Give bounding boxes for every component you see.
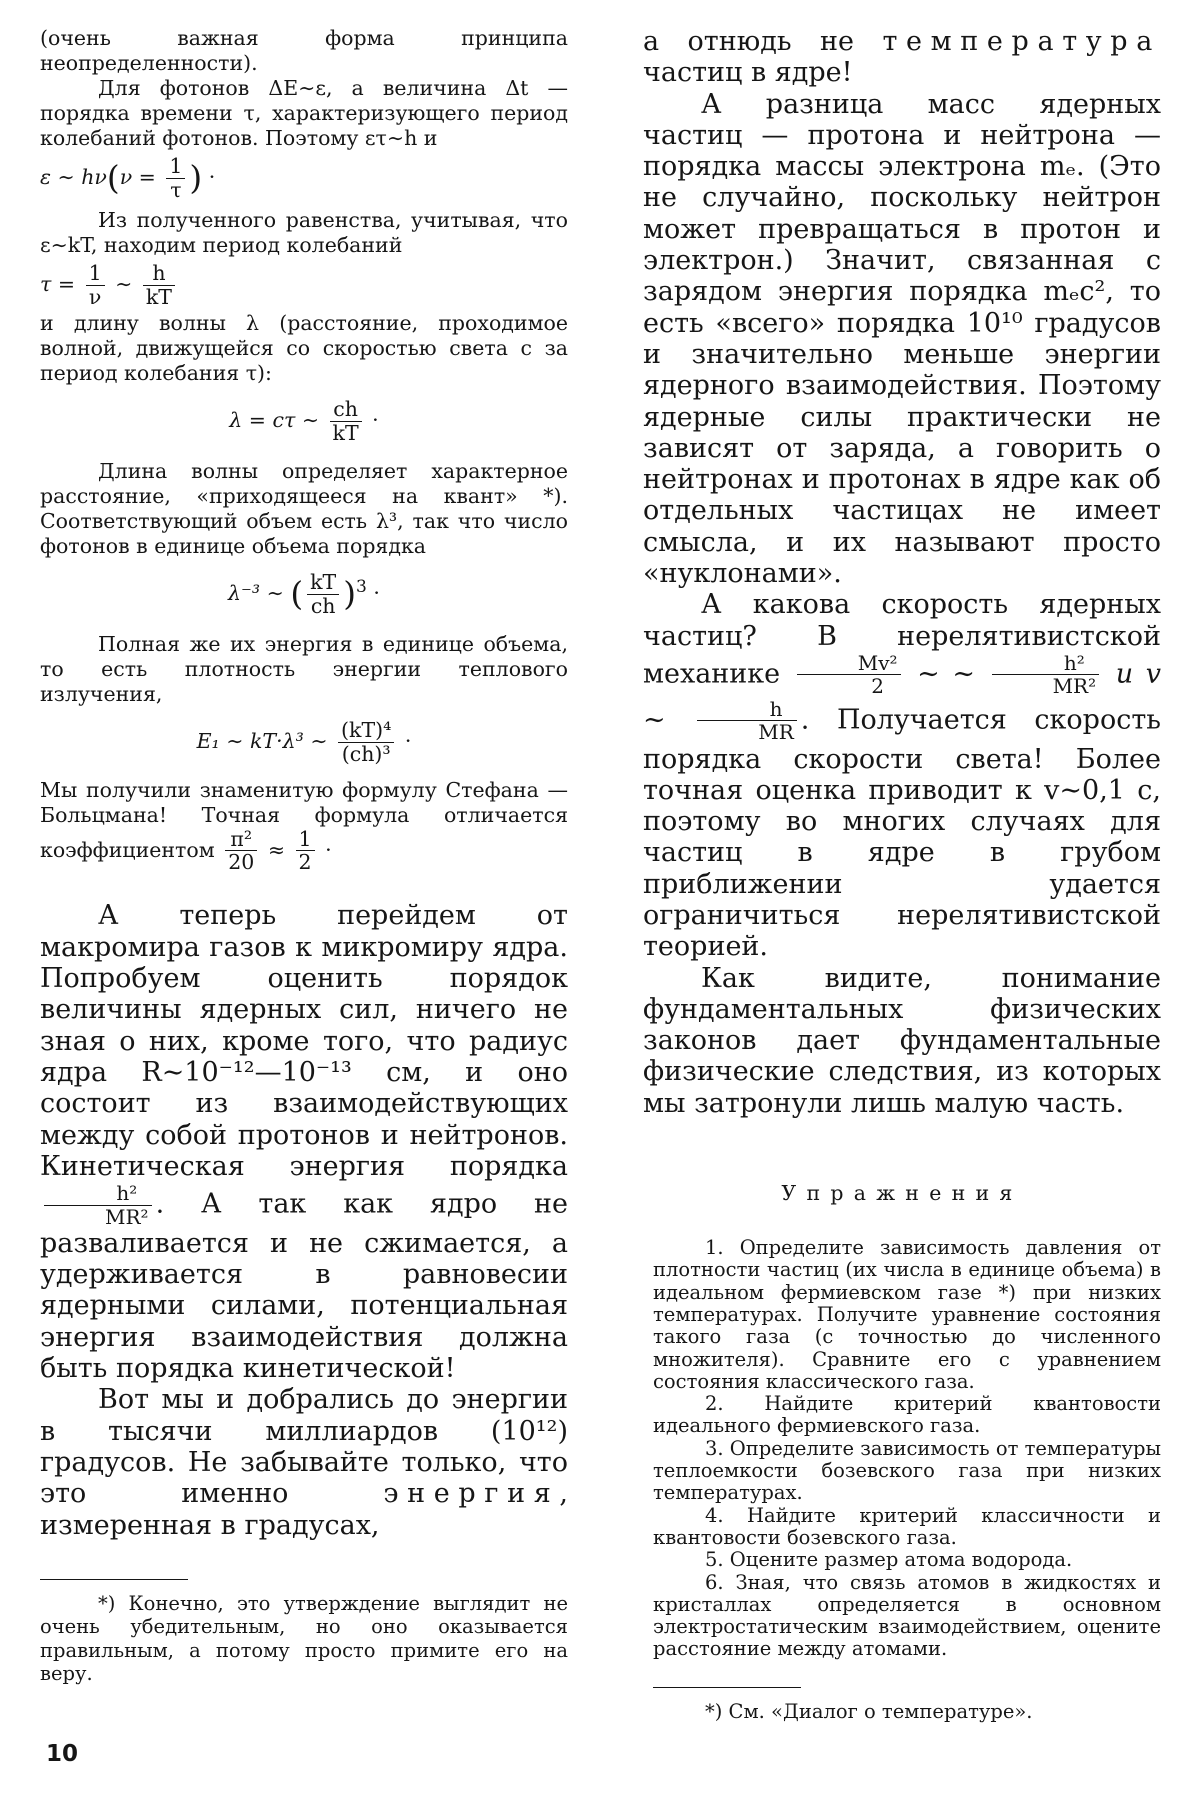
paragraph: Из полученного равенства, учитывая, что ε∼kT, находим период колебаний bbox=[40, 207, 568, 257]
exercise-item: 3. Определите зависимость от температуры теплоемкости бозевского газа при низких температурах. bbox=[653, 1436, 1161, 1505]
equation-2: τ = $\frac{1}{\nu}$ ∼ $\frac{h}{kT}$ bbox=[40, 262, 568, 309]
fraction: $\frac{1}{2}$ bbox=[296, 828, 315, 875]
page-number: 10 bbox=[46, 1741, 79, 1767]
paragraph: Для фотонов ΔE∼ε, а величина Δt — порядка времени τ, характеризующего период колебаний фотонов. Поэтому ετ∼h и bbox=[40, 76, 568, 150]
fraction: $\frac{kT}{ch}$ bbox=[307, 571, 339, 618]
footnote-rule bbox=[40, 1579, 188, 1580]
fraction: $\frac{ch}{kT}$ bbox=[330, 398, 362, 445]
fraction: $\frac{\text{π²}}{20}$ bbox=[225, 828, 257, 875]
equation-4: λ⁻³ ∼ ( $\frac{kT}{ch}$ )$^3$ · bbox=[228, 569, 380, 618]
exercise-item: 1. Определите зависимость давления от плотности частиц (их числа в единице объема) в идеальном фермиевском газе *) при низких температурах. Получите уравнение состояния такого газа (с точностью до численного множителя). Сравните его с уравнением состояния классического газа. bbox=[653, 1236, 1161, 1393]
fraction: $\frac{h}{MR}$ bbox=[697, 698, 797, 744]
section-title: Упражнения bbox=[781, 1181, 1023, 1206]
exercise-list bbox=[653, 1237, 1161, 1723]
right-column bbox=[643, 26, 1161, 1723]
paragraph: Вот мы и добрались до энергии в тысячи миллиардов (10¹²) градусов. Не забывайте только, что это именно энергия, измеренная в градусах, bbox=[40, 1384, 568, 1541]
spaced-word: энергия bbox=[383, 1478, 560, 1510]
paragraph: А какова скорость ядерных частиц? В нерелятивистской механике $\frac{\text{Mv²}}{2}$ ∼ ∼ $\frac{\text{h²}}{\text{MR²}}$ и v ∼ $\frac{h}{MR}$ . Получается скорость порядка скорости света! Более точная оценка приводит к v∼0,1 c, поэтому во многих случаях для частиц в ядре в грубом приближении удается ограничиться нерелятивистской теорией. bbox=[643, 589, 1161, 963]
fraction: $\frac{\text{h²}}{\text{MR²}}$ bbox=[44, 1182, 152, 1228]
equation-1: ε ∼ hν(ν = $\frac{1}{\tau}$ ) · bbox=[40, 154, 216, 202]
exercise-item: 6. Зная, что связь атомов в жидкостях и кристаллах определяется в основном электростатическим взаимодействием, оцените расстояние между атомами. bbox=[653, 1570, 1161, 1661]
paragraph: (очень важная форма принципа неопределенности). bbox=[40, 26, 568, 75]
fraction: $\frac{1}{\tau}$ bbox=[166, 155, 185, 202]
paragraph: А теперь перейдем от макромира газов к микромиру ядра. Попробуем оценить порядок величины ядерных сил, ничего не зная о них, кроме того, что радиус ядра R∼10⁻¹²—10⁻¹³ см, и оно состоит из взаимодействующих между собой протонов и нейтронов. Кинетическая энергия порядка $\frac{\text{h²}}{\text{MR²}}$ . А так как ядро не разваливается и не сжимается, а удерживается в равновесии ядерными силами, потенциальная энергия взаимодействия должна быть порядка кинетической! bbox=[40, 900, 568, 1385]
paragraph: а отнюдь не температура частиц в ядре! bbox=[643, 26, 1161, 89]
exercise-item: 4. Найдите критерий классичности и квантовости бозевского газа. bbox=[653, 1503, 1161, 1549]
paragraph: Как видите, понимание фундаментальных физических законов дает фундаментальные физические следствия, из которых мы затронули лишь малую часть. bbox=[643, 962, 1161, 1119]
footnote: *) См. «Диалог о температуре». bbox=[705, 1699, 1033, 1723]
eq-inner: ν = bbox=[119, 164, 156, 189]
eq-lead: ε ∼ hν bbox=[40, 164, 107, 189]
exercise-item: 5. Оцените размер атома водорода. bbox=[705, 1548, 1073, 1572]
paragraph: Мы получили знаменитую формулу Стефана — Больцмана! Точная формула отличается коэффициентом $\frac{\text{π²}}{20}$ ≈ $\frac{1}{2}$ · bbox=[40, 777, 568, 875]
fraction: $\frac{1}{\nu}$ bbox=[86, 262, 105, 309]
paragraph: Длина волны определяет характерное расстояние, «приходящееся на квант» *). Соответствующий объем есть λ³, так что число фотонов в единице объема порядка bbox=[40, 458, 568, 558]
fraction: $\frac{h}{kT}$ bbox=[143, 262, 175, 309]
spaced-word: температура bbox=[882, 26, 1161, 57]
fraction: $\frac{\text{h²}}{\text{MR²}}$ bbox=[992, 652, 1100, 698]
exercise-item: 2. Найдите критерий квантовости идеального фермиевского газа. bbox=[653, 1392, 1161, 1438]
footnote-rule bbox=[653, 1687, 801, 1688]
footnote: *) Конечно, это утверждение выглядит не очень убедительным, но оно оказывается правильным, а потому просто примите его на веру. bbox=[40, 1591, 568, 1686]
paragraph: А разница масс ядерных частиц — протона и нейтрона — порядка массы электрона mₑ. (Это не случайно, поскольку нейтрон может превращаться в протон и электрон.) Значит, связанная с зарядом энергия порядка mₑc², то есть «всего» порядка 10¹⁰ градусов и значительно меньше энергии ядерного взаимодействия. Поэтому ядерные силы практически не зависят от заряда, а говорить о нейтронах и протонах в ядре как об отдельных частицах не имеет смысла, и их называют просто «нуклонами». bbox=[643, 88, 1161, 590]
paragraph: Полная же их энергия в единице объема, то есть плотность энергии теплового излучения, bbox=[40, 631, 568, 706]
fraction: $\frac{\text{(kT)⁴}}{\text{(ch)³}}$ bbox=[338, 719, 394, 766]
equation-3: λ = cτ ∼ $\frac{ch}{kT}$ · bbox=[229, 396, 379, 445]
fraction: $\frac{\text{Mv²}}{2}$ bbox=[797, 652, 901, 698]
paragraph: и длину волны λ (расстояние, проходимое волной, движущейся со скоростью света c за период колебания τ): bbox=[40, 310, 568, 385]
left-column bbox=[40, 26, 568, 1686]
equation-5: E₁ ∼ kT·λ³ ∼ $\frac{\text{(kT)⁴}}{\text{(ch)³}}$ · bbox=[196, 717, 412, 766]
